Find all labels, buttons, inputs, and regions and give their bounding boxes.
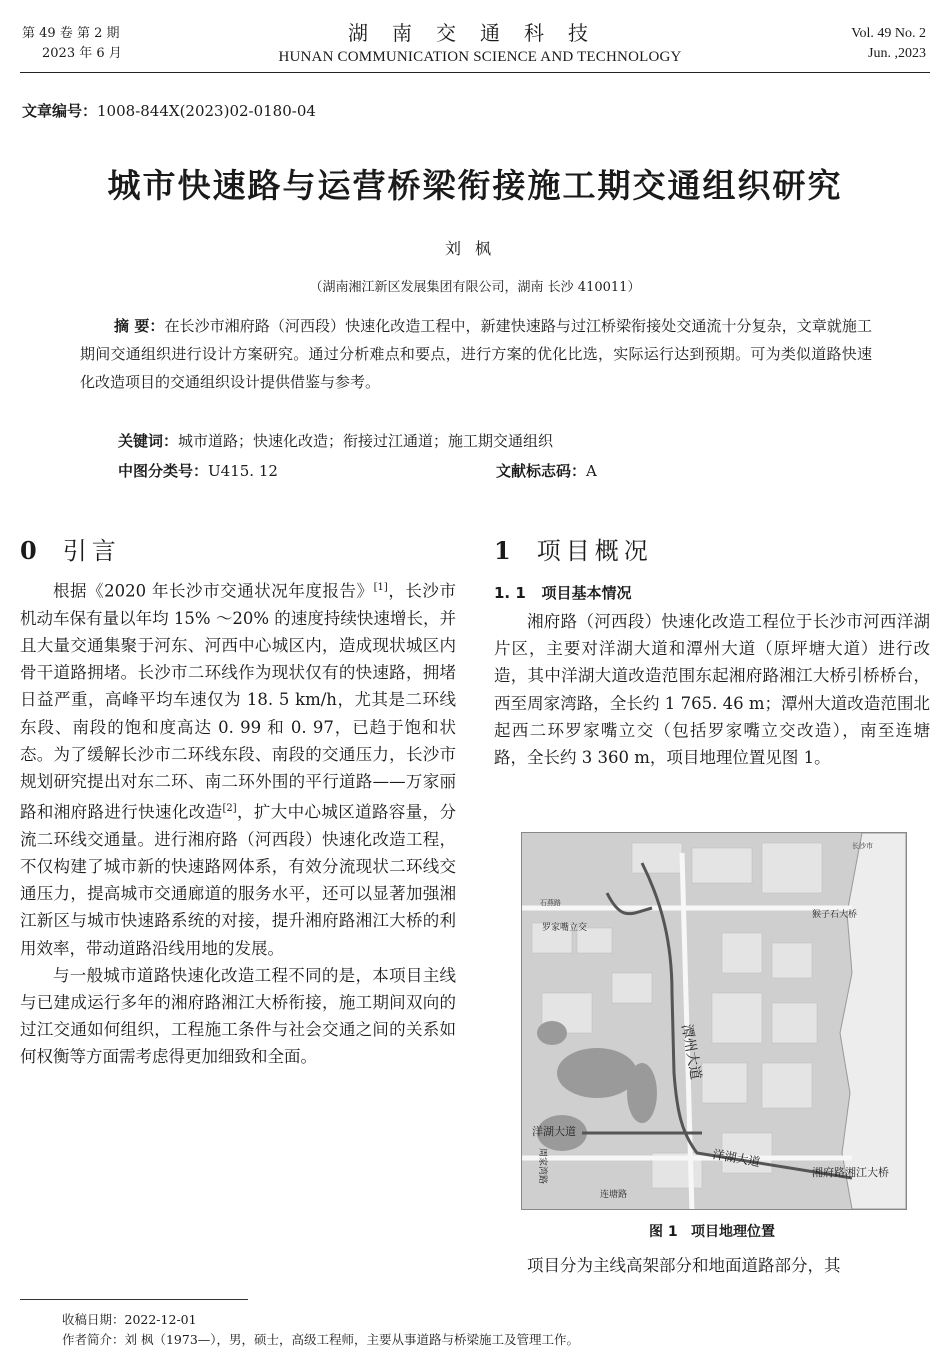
- header-volume-en-block: [851, 24, 926, 64]
- header-divider: [20, 72, 930, 73]
- map-label-yanghu-2: 洋湖大道: [711, 1147, 762, 1170]
- abstract-label: 摘 要：: [114, 317, 165, 335]
- keywords-label: 关键词：: [118, 432, 179, 450]
- article-number: [22, 100, 316, 121]
- section-1-paragraph-1: 湘府路（河西段）快速化改造工程位于长沙市河西洋湖片区，主要对洋湖大道和潭州大道（原坪塘大道）进行改造，其中洋湖大道改造范围东起湘府路湘江大桥引桥桥台，西至周家湾路，全长约 1 765. 46 m；潭州大道改造范围北起西二环罗家嘴立交（包括罗家嘴立交改造），南至连塘路，全长约 3 360 m，项目地理位置见图 1。: [494, 612, 930, 768]
- p1-part-b: ，长沙市机动车保有量以年均 15% ～20% 的速度持续快速增长，并且大量交通集聚于河东、河西中心城区内，造成现状城区内骨干道路拥堵。长沙市二环线作为现状仅有的快速路，拥堵日益严重，高峰平均车速仅为 18. 5 km/h，尤其是二环线东段、南段的饱和度高达 0. 99 和 0. 97，已趋于饱和状态。为了缓解长沙市二环线东段、南段的交通压力，长沙市规划研究提出对东二环、南二环外围的平行道路——万家丽路和湘府路进行快速化改造: [20, 581, 456, 822]
- subsection-title: 项目基本情况: [541, 584, 632, 602]
- section-0-body: [20, 574, 456, 1071]
- project-location-map: [521, 832, 907, 1210]
- section-0-heading: [20, 531, 121, 566]
- footnote-divider: [20, 1299, 248, 1300]
- p1-part-a: 根据《2020 年长沙市交通状况年度报告》: [53, 581, 374, 601]
- map-label-zhoujiawan: 周家湾路: [537, 1148, 547, 1185]
- section-1-heading: [494, 531, 653, 566]
- map-label-shiyan: 石燕路: [540, 899, 561, 907]
- article-number-label: 文章编号：: [22, 102, 98, 120]
- paper-title: 城市快速路与运营桥梁衔接施工期交通组织研究: [107, 166, 843, 205]
- map-label-houzishi: 猴子石大桥: [812, 910, 858, 920]
- map-label-luojiazui: 罗家嘴立交: [542, 923, 588, 933]
- section-1-number: 1: [494, 536, 511, 565]
- map-label-xiangfu-bridge: 湘府路湘江大桥: [812, 1166, 889, 1179]
- footnote-author-bio: 作者简介：刘 枫（1973—），男，硕士，高级工程师，主要从事道路与桥梁施工及管理工作。: [62, 1332, 580, 1347]
- map-label-city: 长沙市: [852, 842, 873, 850]
- clc-value: U415. 12: [208, 462, 278, 480]
- clc-number: [118, 460, 278, 481]
- map-label-yanghu-1: 洋湖大道: [532, 1125, 576, 1138]
- header-volume-en: Vol. 49 No. 2: [851, 26, 926, 41]
- figure-caption-text: 项目地理位置: [690, 1224, 775, 1240]
- section-0-title: 引言: [62, 537, 121, 565]
- author-name: 刘枫: [444, 239, 505, 258]
- section-0-paragraph-2: 与一般城市道路快速化改造工程不同的是，本项目主线与已建成运行多年的湘府路湘江大桥衔接，施工期间双向的过江交通如何组织，工程施工条件与社会交通之间的关系如何权衡等方面需考虑得更加细致和全面。: [20, 965, 456, 1067]
- footnote-received: 收稿日期：2022-12-01: [62, 1312, 197, 1327]
- clc-label: 中图分类号：: [118, 462, 209, 480]
- journal-name-cn: 湖南交通科技: [348, 21, 612, 45]
- figure-1-caption: [494, 1221, 930, 1241]
- section-1-body: [494, 608, 930, 771]
- section-1-paragraph-2: 项目分为主线高架部分和地面道路部分，其: [527, 1256, 841, 1275]
- doc-code-value: A: [586, 462, 597, 480]
- section-0-number: 0: [20, 536, 37, 565]
- article-number-value: 1008-844X(2023)02-0180-04: [97, 102, 316, 120]
- map-label-liantang: 连塘路: [600, 1190, 628, 1200]
- abstract: [80, 312, 872, 396]
- subsection-number: 1. 1: [494, 584, 526, 602]
- map-graphic: [522, 833, 906, 1209]
- figure-caption-number: 图 1: [649, 1224, 678, 1240]
- header-date-cn: 2023 年 6 月: [42, 46, 122, 61]
- section-0-paragraph-1: [20, 574, 456, 962]
- p1-part-c: ，扩大中心城区道路容量，分流二环线交通量。进行湘府路（河西段）快速化改造工程，不仅构建了城市新的快速路网体系，有效分流现状二环线交通压力，提高城市交通廊道的服务水平，还可以显著加强湘江新区与城市快速路系统的对接，提升湘府路湘江大桥的利用效率，带动道路沿线用地的发展。: [20, 802, 457, 958]
- citation-2: [2]: [222, 803, 237, 815]
- header-date-en: Jun. ,2023: [868, 46, 926, 61]
- journal-name-en: HUNAN COMMUNICATION SCIENCE AND TECHNOLOGY: [278, 49, 682, 65]
- keywords-value: 城市道路；快速化改造；衔接过江通道；施工期交通组织: [178, 432, 554, 450]
- subsection-1-1-heading: [494, 582, 631, 603]
- section-1-title: 项目概况: [536, 537, 653, 565]
- keywords: [118, 430, 553, 451]
- document-code: [496, 460, 597, 481]
- author-affiliation: （湖南湘江新区发展集团有限公司，湖南 长沙 410011）: [309, 280, 641, 295]
- map-label-tanzhou: 潭州大道: [678, 1022, 704, 1081]
- header-volume-cn: 第 49 卷 第 2 期: [22, 26, 120, 41]
- abstract-text: 在长沙市湘府路（河西段）快速化改造工程中，新建快速路与过江桥梁衔接处交通流十分复杂，文章就施工期间交通组织进行设计方案研究。通过分析难点和要点，进行方案的优化比选，实际运行达到预期。可为类似道路快速化改造项目的交通组织设计提供借鉴与参考。: [80, 317, 872, 391]
- header-volume: [22, 24, 122, 64]
- footnote: [62, 1310, 579, 1350]
- citation-1: [1]: [373, 582, 388, 593]
- doc-code-label: 文献标志码：: [496, 462, 587, 480]
- journal-masthead: [200, 20, 760, 67]
